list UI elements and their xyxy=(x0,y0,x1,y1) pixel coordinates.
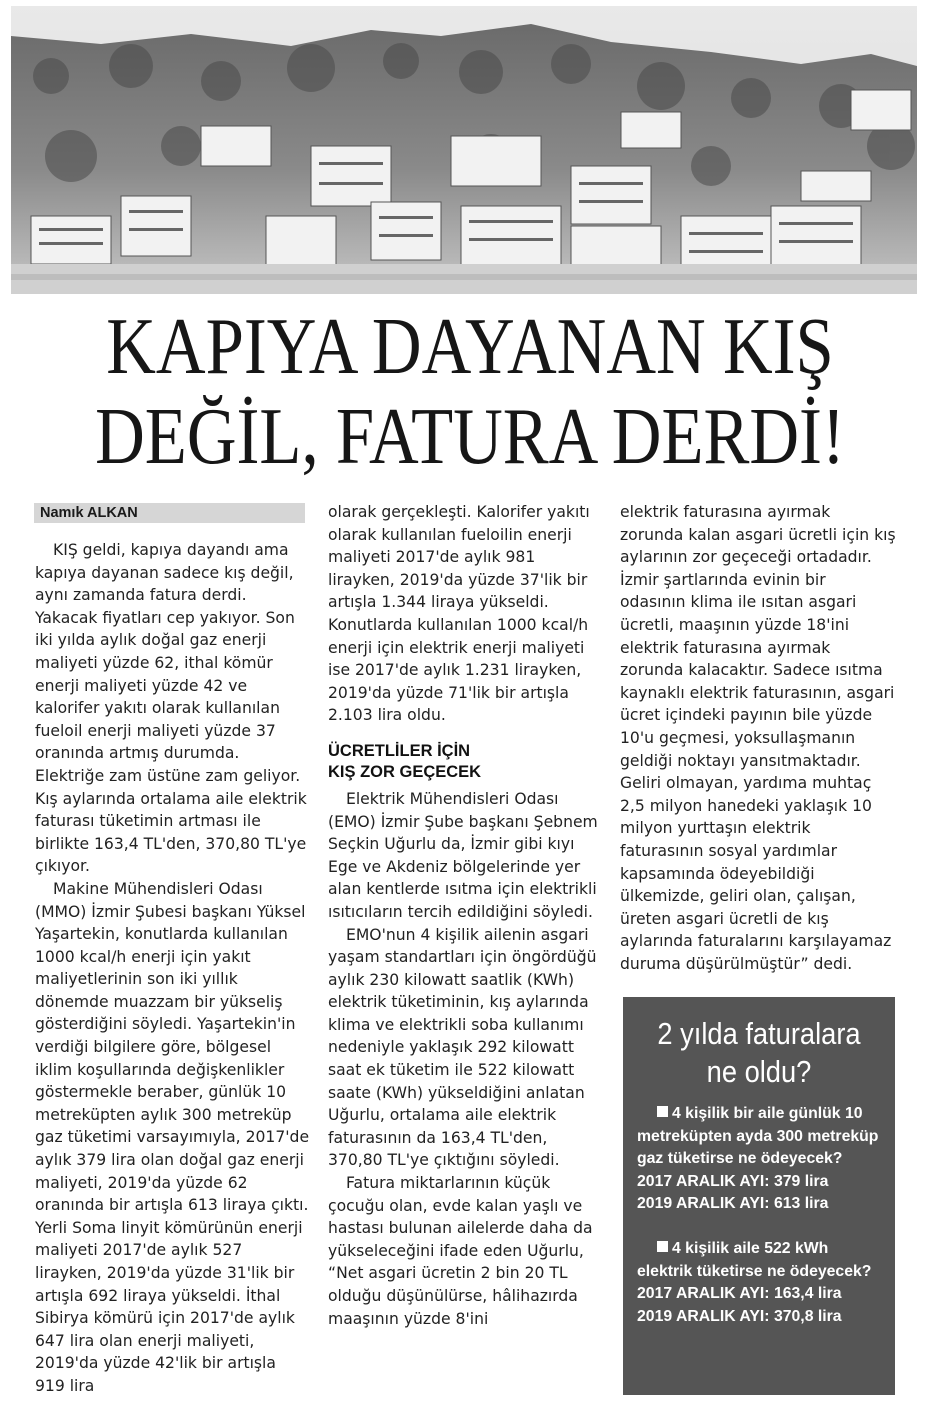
subheading-line-2: KIŞ ZOR GEÇECEK xyxy=(328,762,482,781)
paragraph: KIŞ geldi, kapıya dayandı ama kapıya dayanan sadece kış değil, aynı zamanda fatura derdi. Yakacak fiyatları cep yakıyor. Son iki yılda aylık doğal gaz enerji maliyeti yüzde 62, ithal kömür enerji maliyeti yüzde 42 ve kalorifer yakıtı olarak kullanılan fueloil enerji maliyeti yüzde 37 oranında artmış durumda. Elektriğe zam üstüne zam geliyor. Kış aylarında ortalama aile elektrik faturası tüketimin artması ile birlikte 163,4 TL'den, 370,80 TL'ye çıkıyor. xyxy=(35,541,307,876)
info-box-item-gas xyxy=(637,1103,881,1216)
info-box-answer: 2019 ARALIK AYI: 613 lira xyxy=(637,1195,829,1213)
headline-line-1: KAPIYA DAYANAN KIŞ xyxy=(106,303,834,391)
paragraph: Elektrik Mühendisleri Odası (EMO) İzmir Şube başkanı Şebnem Seçkin Uğurlu da, İzmir gibi kıyı Ege ve Akdeniz bölgelerinde yer alan kentlerde ısıtma için elektrikli ısıtıcıların tercih edildiğini söyledi. xyxy=(328,789,598,921)
article-column-3 xyxy=(620,501,896,975)
info-box-item-electricity xyxy=(637,1238,881,1328)
paragraph: EMO'nun 4 kişilik ailenin asgari yaşam standartları için öngördüğü aylık 230 kilowatt saatlik (KWh) elektrik tüketiminin, kış aylarında klima ve elektrikli soba kullanımı nedeniyle yaklaşık 292 kilowatt saat ek tüketim ile 522 kilowatt saate (KWh) yükseldiğini anlatan Uğurlu, ortalama aile elektrik faturasının da 163,4 TL'den, 370,80 TL'ye çıktığını söyledi. xyxy=(328,925,597,1170)
paragraph: elektrik faturasına ayırmak zorunda kalan asgari ücretli için kış aylarının zor geçeceği ortadadır. İzmir şartlarında evinin bir odasının klima ile ısıtan asgari ücretli, maaşının yüzde 18'ini elektrik faturasına ayırmak zorunda kalacaktır. Sadece ısıtma kaynaklı elektrik faturasının, asgari ücret içindeki payının bile yüzde 10'u geçmesi, yoksullaşmanın geldiği noktayı yansıtmaktadır. Geliri olmayan, yardıma muhtaç 2,5 milyon hanedeki yaklaşık 10 milyon yurttaşın elektrik faturasının sosyal yardımlar kapsamında ödeyebildiği ülkemizde, geliri olan, çalışan, üreten asgari ücretli de kış aylarında faturalarını karşılayamaz duruma düşürülmüştür” dedi. xyxy=(620,503,896,973)
info-box-answer: 2019 ARALIK AYI: 370,8 lira xyxy=(637,1307,842,1325)
subheading-line-1: ÜCRETLİLER İÇİN xyxy=(328,741,471,760)
info-box-question: 4 kişilik aile 522 kWh elektrik tüketirse ne ödeyecek? xyxy=(637,1239,872,1280)
article-column-2 xyxy=(328,501,598,1330)
article-column-1 xyxy=(35,539,310,1398)
paragraph: Fatura miktarlarının küçük çocuğu olan, evde kalan yaşlı ve hastası bulunan ailelerde daha da yükseleceğini ifade eden Uğurlu, “Net asgari ücretin 2 bin 20 TL olduğu düşünülürse, hâlihazırda maaşının yüzde 8'ini xyxy=(328,1174,593,1328)
square-bullet-icon xyxy=(657,1106,668,1117)
paragraph: olarak gerçekleşti. Kalorifer yakıtı olarak kullanılan fueloilin enerji maliyeti 2017'de aylık 981 lirayken, 2019'da yüzde 37'lik bir artışla 1.344 liraya yükseldi. Konutlarda kullanılan 1000 kcal/h enerji için elektrik enerji maliyeti ise 2017'de aylık 1.231 lirayken, 2019'da yüzde 71'lik bir artışla 2.103 lira oldu. xyxy=(328,503,590,725)
info-box xyxy=(623,997,895,1395)
info-box-answer: 2017 ARALIK AYI: 379 lira xyxy=(637,1172,829,1190)
info-box-title-line-1: 2 yılda faturalara xyxy=(657,1016,861,1051)
info-box-title-line-2: ne oldu? xyxy=(706,1054,812,1089)
headline-line-2: DEĞİL, FATURA DERDİ! xyxy=(95,393,845,481)
author-byline: Namık ALKAN xyxy=(34,503,305,523)
snowy-hillside-houses-photo xyxy=(11,6,917,294)
info-box-title xyxy=(652,1015,867,1091)
section-subheading xyxy=(328,741,598,783)
info-box-answer: 2017 ARALIK AYI: 163,4 lira xyxy=(637,1285,842,1303)
square-bullet-icon xyxy=(657,1241,668,1252)
paragraph: Makine Mühendisleri Odası (MMO) İzmir Şubesi başkanı Yüksel Yaşartekin, konutlarda kullanılan 1000 kcal/h enerji için yakıt maliyetlerinin son iki yıllık dönemde muazzam bir yükseliş gösterdiğini söyledi. Yaşartekin'in verdiği bilgilere göre, bölgesel iklim koşullarında değişkenlikler göstermekle beraber, günlük 10 metreküpten aylık 300 metreküp gaz tüketimi varsayımıyla, 2017'de aylık 379 lira olan doğal gaz enerji maliyeti, 2019'da yüzde 62 oranında bir artışla 613 liraya çıktı. Yerli Soma linyit kömürünün enerji maliyeti 2017'de aylık 527 lirayken, 2019'da yüzde 31'lik bir artışla 692 liraya yükseldi. İthal Sibirya kömürü için 2017'de aylık 647 lira olan enerji maliyeti, 2019'da yüzde 42'lik bir artışla 919 lira xyxy=(35,879,310,1395)
info-box-question: 4 kişilik bir aile günlük 10 metreküpten ayda 300 metreküp gaz tüketirse ne ödeyecek? xyxy=(637,1105,879,1168)
